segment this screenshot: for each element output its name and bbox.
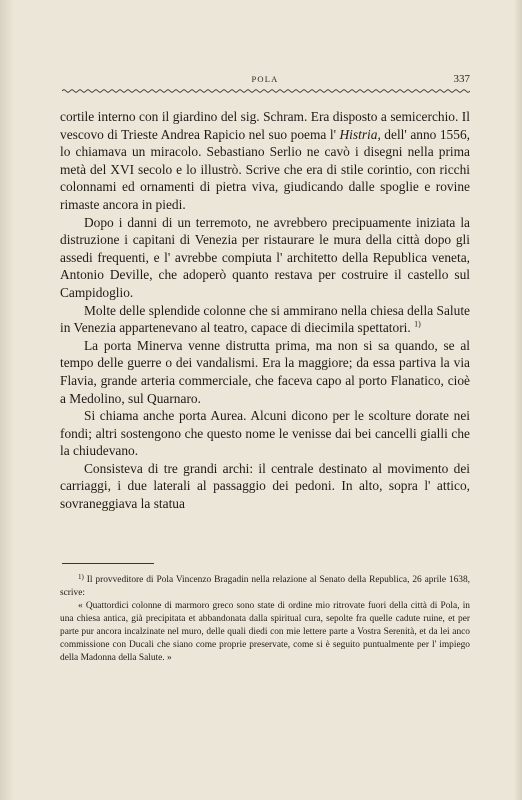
page-number: 337 (453, 73, 470, 85)
main-text (60, 108, 470, 513)
paragraph-1-text-a: cortile interno con il giardino del sig. Schram. Era disposto a semicerchio. Il vescovo di Trieste Andrea Rapicio nel suo poema l' (60, 109, 470, 142)
paragraph-2: Dopo i danni di un terremoto, ne avrebbero precipuamente iniziata la distruzione i capitani di Venezia per ristaurare le mura della città dopo gli assedi frequenti, e l' avrebbe compiuta l' architetto della Republica veneta, Antonio Deville, che adoperò quanto restava per costruire il castello sul Campidoglio. (60, 214, 470, 300)
ornamental-wave-rule (62, 88, 470, 94)
footnote-reference[interactable]: 1) (414, 319, 421, 329)
running-head: POLA (251, 74, 279, 84)
footnote-intro: Il provveditore di Pola Vincenzo Bragadin nella relazione al Senato della Republica, 26 aprile 1638, scrive: (60, 575, 470, 598)
paragraph-3-text: Molte delle splendide colonne che si ammirano nella chiesa della Salute in Venezia appartenevano al teatro, capace di diecimila spettatori. (60, 302, 470, 336)
footnote-marker: 1) (78, 573, 84, 581)
book-title-histria: Histria, (339, 126, 381, 142)
paragraph-3 (60, 302, 470, 337)
paragraph-1-text-b: dell' anno 1556, lo chiamava un miracolo. Sebastiano Serlio ne cavò i disegni nella prima metà del XVI secolo e lo illustrò. Scrive che era di stile corintio, con ricchi colonnami ed ornamenti di pietra viva, giudicando dalle spoglie e rovine rimaste ancora in piedi. (60, 126, 470, 212)
paragraph-4: La porta Minerva venne distrutta prima, ma non si sa quando, se al tempo delle guerre o dei vandalismi. Era la maggiore; da essa partiva la via Flavia, grande arteria commerciale, che faceva capo al porto Flanatico, cioè a Medolino, sul Quarnaro. (60, 337, 470, 406)
footnotes (60, 571, 470, 665)
paragraph-6: Consisteva di tre grandi archi: il centrale destinato al movimento dei carriaggi, i due laterali al passaggio dei pedoni. In alto, sopra l' attico, sovraneggiava la statua (60, 460, 470, 512)
paragraph-5: Si chiama anche porta Aurea. Alcuni dicono per le scolture dorate nei fondi; altri sostengono che questo nome le venisse dai bei cancelli gialli che la chiudevano. (60, 408, 470, 459)
paragraph-1 (60, 108, 470, 214)
footnote-1 (60, 571, 470, 600)
footnote-quote: « Quattordici colonne di marmoro greco sono state di ordine mio ritrovate fuori della città di Pola, in una chiesa antica, già precipitata et abbandonata dalla spiritual cura, sepolte fra quelle cadute ruine, et per parte pur ancora incalzinate nel muro, delle quali diedi con mie lettere parte a Vostra Serenità, et da lei anco commissione con Ducali che siano come proprie preservate, come si è seguito puntualmente per l' impiego della Madonna della Salute. » (60, 601, 470, 663)
footnote-separator (62, 563, 154, 564)
